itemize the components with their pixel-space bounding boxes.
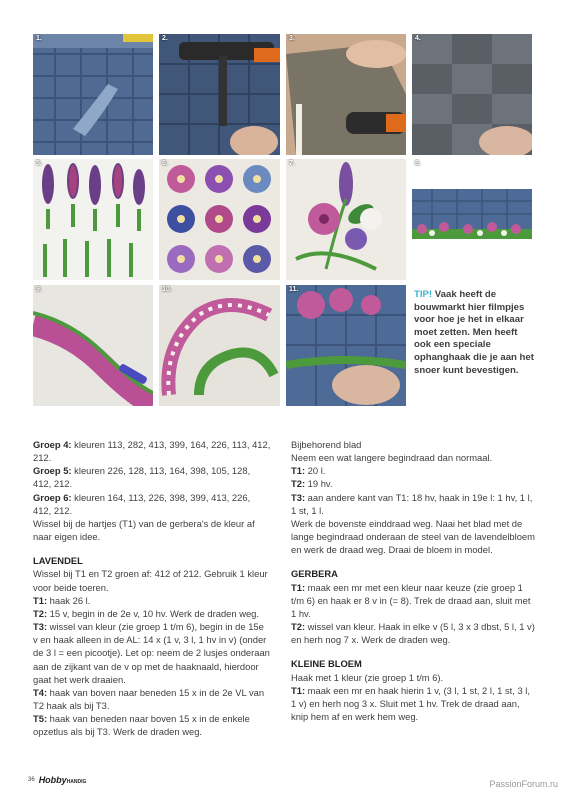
photo-number: 5. [36, 160, 42, 167]
photo-7-flower-arrangement [286, 159, 406, 280]
blad-intro: Neem een wat langere begindraad dan normaal. [291, 452, 493, 464]
lavendel-t5: T5: haak van beneden naar boven 15 x in de enkele opzetlus als bij T3. Werk de draden weg. [33, 713, 250, 738]
tip-text: Vaak heeft de bouwmarkt hier filmpjes voor hoe je het in elkaar moet zetten. Men heeft ook een speciale ophanghaak die je aan het snoer kunt bevestigen. [414, 289, 534, 376]
kleine-bloem-heading: KLEINE BLOEM [291, 658, 362, 670]
groep-5: Groep 5: kleuren 226, 128, 113, 164, 398, 105, 128, 412, 212. [33, 465, 251, 490]
groep-6: Groep 6: kleuren 164, 113, 226, 398, 399, 413, 226, 412, 212. [33, 491, 251, 516]
photo-3-gluing-fabric [286, 34, 406, 155]
kleine-bloem-intro: Haak met 1 kleur (zie groep 1 t/m 6). [291, 671, 444, 683]
lavendel-intro: Wissel bij T1 en T2 groen af: 412 of 212. Gebruik 1 kleur voor beide toeren. [33, 568, 268, 593]
photo-number: 9. [36, 286, 42, 293]
photo-5-lavender [33, 159, 153, 280]
lavendel-t1: T1: haak 26 l. [33, 594, 91, 606]
magazine-logo: HobbyHANDIG [38, 775, 87, 785]
lavendel-heading: LAVENDEL [33, 555, 83, 567]
photo-number: 8. [415, 160, 421, 167]
tip-label: TIP! [414, 289, 433, 300]
lavendel-t3: T3: wissel van kleur (zie groep 1 t/m 6), begin in de 15e v en haak alleen in de AL: 14 x (1 v, 3 l, 1 hv in v) (onder de 3 l = een picootje). Let op: neem de 2 lusjes onderaan aan de zijkant van de v op met de haaknaald, hierdoor gaat het werk draaien. [33, 621, 270, 685]
page-number: 36 [28, 777, 35, 783]
photo-6-flowers-grid [159, 159, 280, 280]
groep-4: Groep 4: kleuren 113, 282, 413, 399, 164, 226, 113, 412, 212. [33, 439, 271, 464]
blad-t1: T1: 20 l. [291, 465, 326, 477]
photo-8-finished-lamp-band [412, 159, 532, 280]
lavendel-t2: T2: 15 v, begin in de 2e v, 10 hv. Werk de draden weg. [33, 607, 259, 619]
watermark: PassionForum.ru [489, 779, 558, 789]
left-column [33, 438, 271, 738]
blad-t2: T2: 19 hv. [291, 478, 333, 490]
right-column [291, 438, 537, 723]
kleine-bloem-t1: T1: maak een mr en haak hierin 1 v, (3 l, 1 st, 2 l, 1 st, 3 l, 1 v) en herh nog 3 x. Sluit met 1 hv. Trek de draad aan, knip hem af en werk hem weg. [291, 684, 530, 722]
photo-number: 3. [289, 35, 295, 42]
blad-t3: T3: aan andere kant van T1: 18 hv, haak in 19e l: 1 hv, 1 l, 1 st, 1 l. [291, 491, 533, 516]
blad-end: Werk de bovenste einddraad weg. Naai het blad met de lange begindraad onderaan de steel van de lavendelbloem en werk de draad weg. Draai de bloem in model. [291, 517, 535, 556]
photo-11-attaching-band [286, 285, 406, 406]
photo-number: 10. [162, 286, 172, 293]
photo-4-finished-weave [412, 34, 532, 155]
photo-1-denim-strips [33, 34, 153, 155]
photo-number: 11. [289, 286, 299, 293]
photo-number: 7. [289, 160, 295, 167]
photo-number: 1. [36, 35, 42, 42]
gerbera-t1: T1: maak een mr met een kleur naar keuze (zie groep 1 t/m 6) en haak er 8 v in (= 8). Trek de draad aan, sluit met 1 hv. [291, 581, 531, 619]
lavendel-t4: T4: haak van boven naar beneden 15 x in de 2e VL van T2 haak als bij T3. [33, 686, 265, 711]
page-footer [28, 775, 86, 785]
tip-box [414, 289, 536, 377]
photo-number: 4. [415, 35, 421, 42]
blad-title: Bijbehorend blad [291, 439, 362, 450]
photo-9-sewing-band [33, 285, 153, 406]
wissel-note: Wissel bij de hartjes (T1) van de gerbera's de kleur af naar eigen idee. [33, 517, 255, 543]
gerbera-t2: T2: wissel van kleur. Haak in elke v (5 l, 3 x 3 dbst, 5 l, 1 v) en herh nog 7 x. Werk de draden weg. [291, 621, 535, 646]
photo-number: 2. [162, 35, 168, 42]
photo-10-garland [159, 285, 280, 406]
gerbera-heading: GERBERA [291, 568, 338, 580]
photo-2-glue-gun [159, 34, 280, 155]
photo-number: 6. [162, 160, 168, 167]
